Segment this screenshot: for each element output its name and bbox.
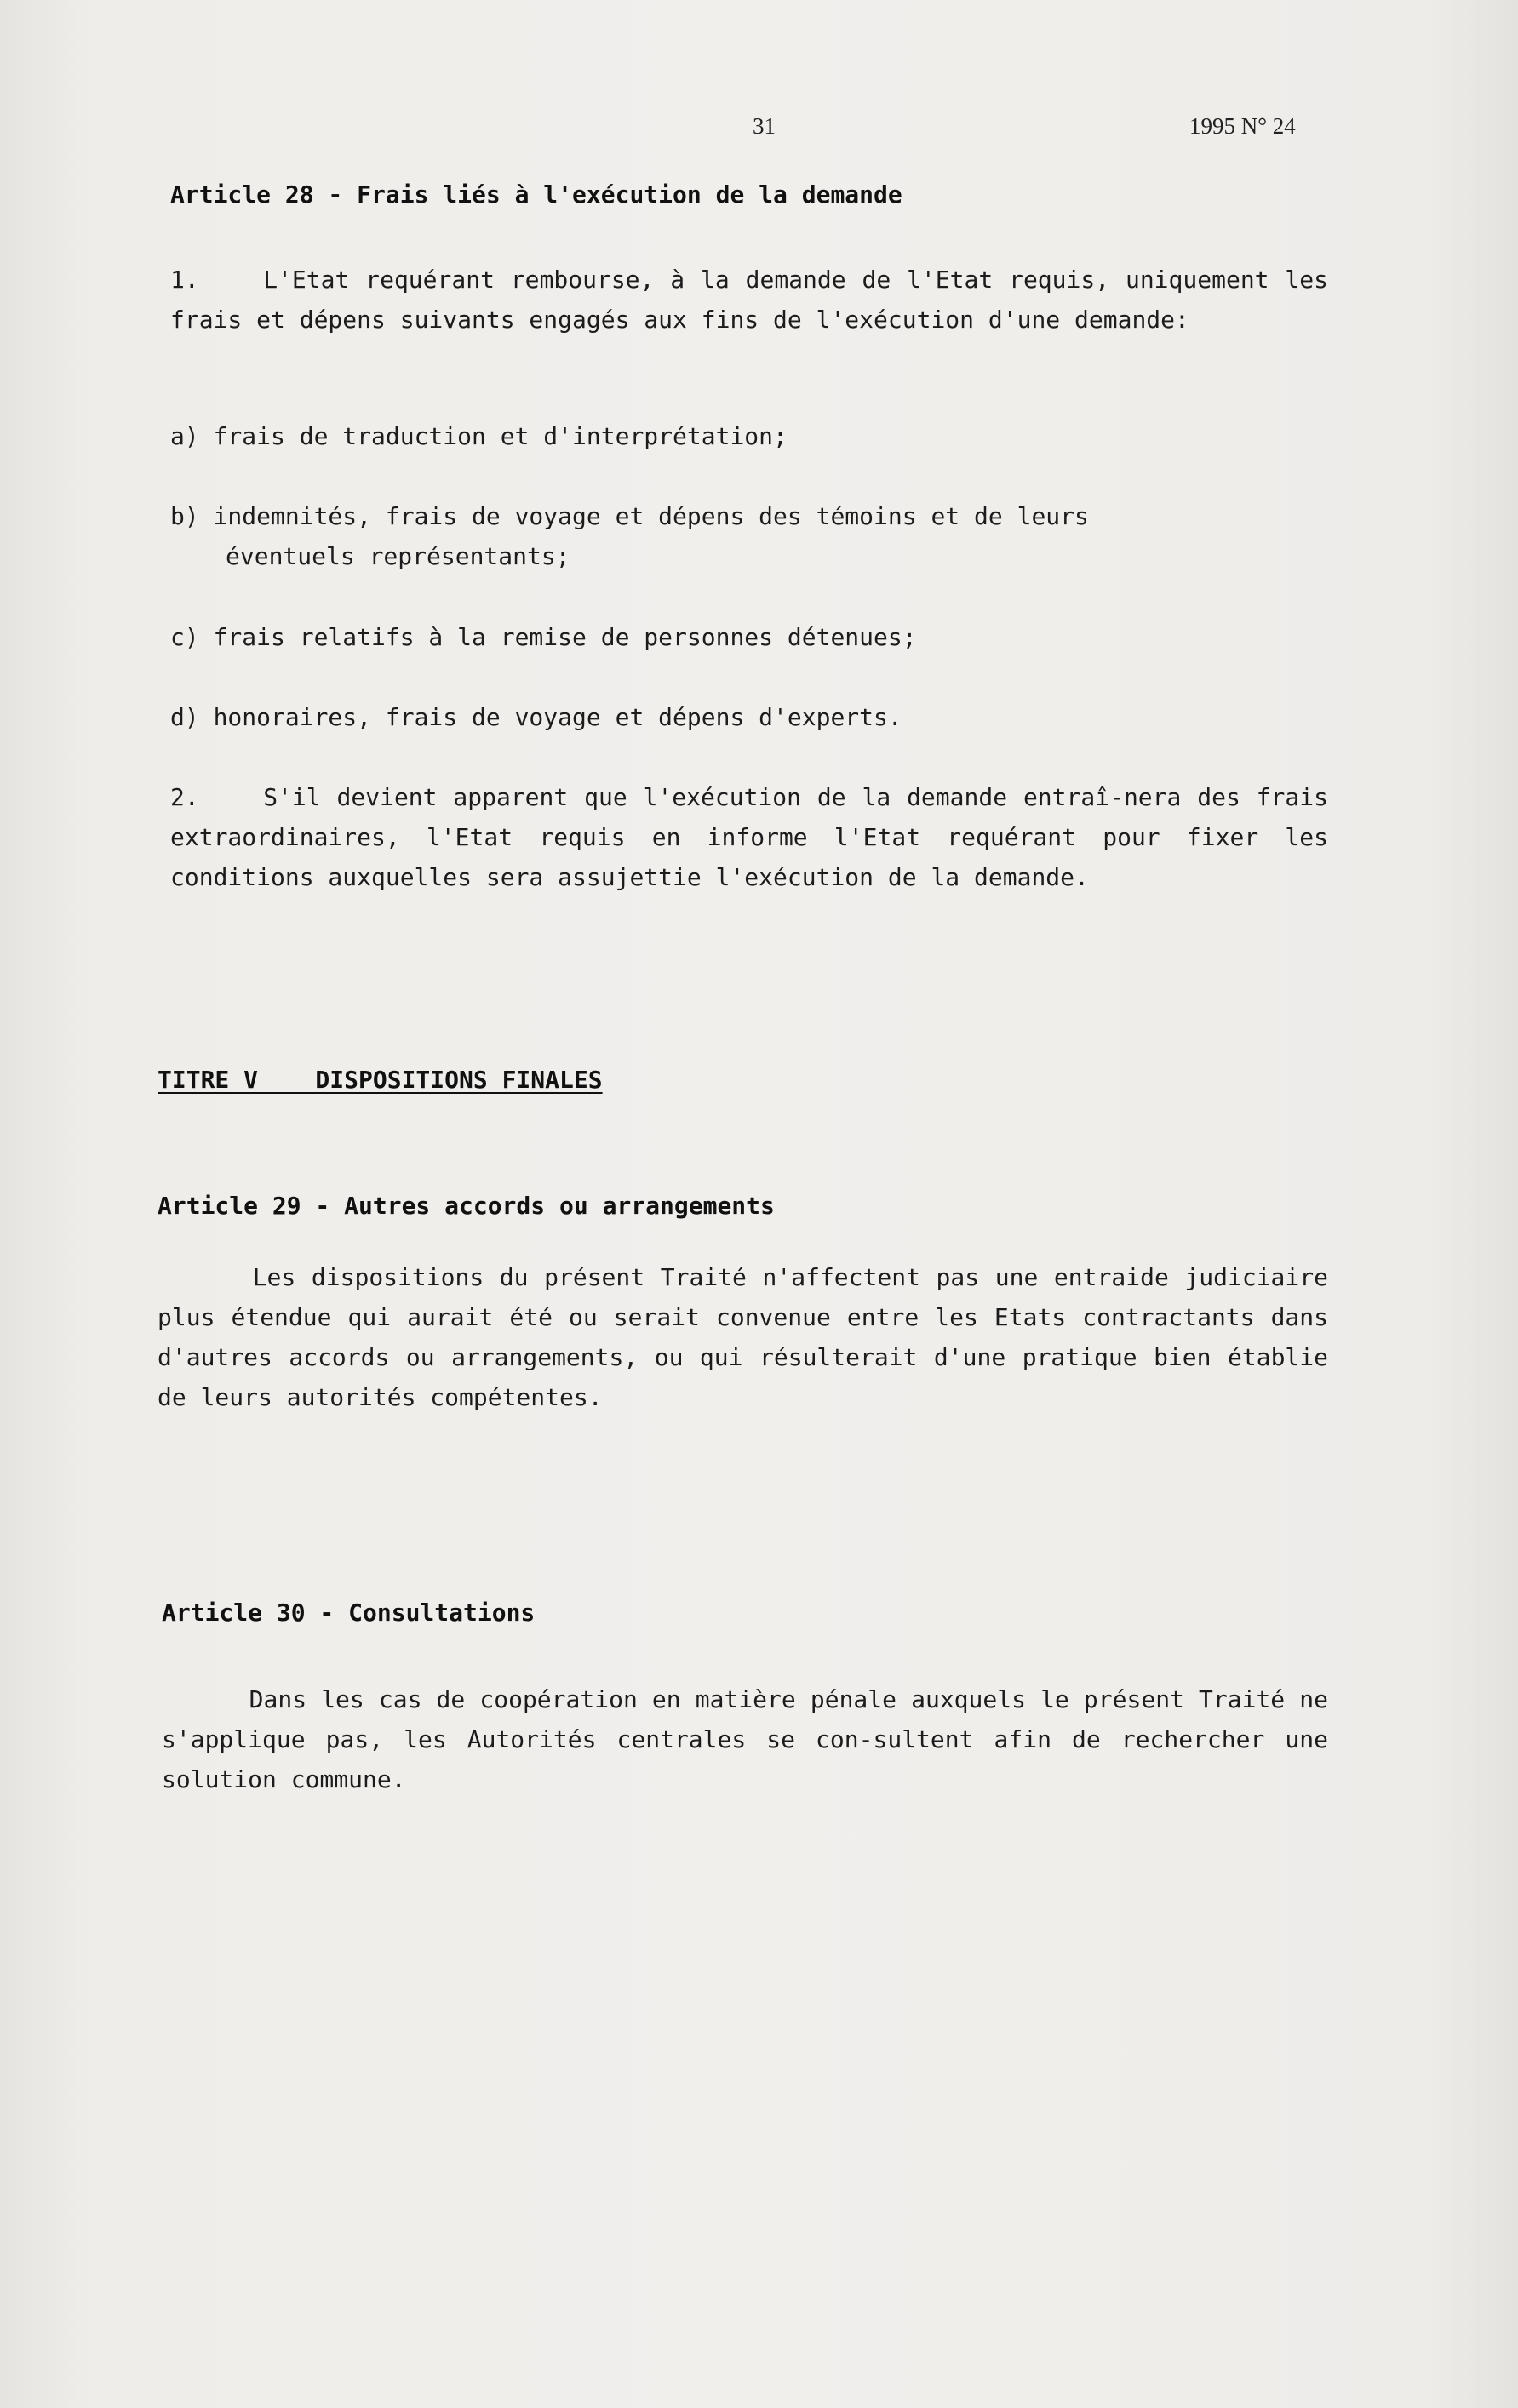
titre-v-heading: TITRE V DISPOSITIONS FINALES xyxy=(158,1066,603,1094)
article-28-item-a: a) frais de traduction et d'interprétation; xyxy=(170,422,788,450)
article-28-paragraph-2: 2. S'il devient apparent que l'exécution de la demande entraî-nera des frais extraordinaires, l'Etat requis en informe l'Etat requérant pour fixer les conditions auxquelles sera assujettie l'exécution de la demande. xyxy=(170,783,1343,891)
article-29-body: Les dispositions du présent Traité n'affectent pas une entraide judiciaire plus étendue qui aurait été ou serait convenue entre les Etats contractants dans d'autres accords ou arrangements, ou qui résulterait d'une pratique bien établie de leurs autorités compétentes. xyxy=(158,1263,1343,1411)
article-30-body: Dans les cas de coopération en matière pénale auxquels le présent Traité ne s'applique pas, les Autorités centrales se con-sultent afin de rechercher une solution commune. xyxy=(162,1685,1343,1793)
article-28-paragraph-1: 1. L'Etat requérant rembourse, à la demande de l'Etat requis, uniquement les frais et dépens suivants engagés aux fins de l'exécution d'une demande: xyxy=(170,266,1343,334)
article-28-heading: Article 28 - Frais liés à l'exécution de la demande xyxy=(170,180,902,209)
article-28-item-b-line-2: éventuels représentants; xyxy=(226,542,570,570)
article-28-item-b-line-1: b) indemnités, frais de voyage et dépens des témoins et de leurs xyxy=(170,502,1089,530)
article-28-item-d: d) honoraires, frais de voyage et dépens d'experts. xyxy=(170,703,902,731)
article-29-heading: Article 29 - Autres accords ou arrangements xyxy=(158,1192,775,1220)
article-28-item-c: c) frais relatifs à la remise de personnes détenues; xyxy=(170,623,917,651)
article-30-heading: Article 30 - Consultations xyxy=(162,1599,536,1627)
page-number: 31 xyxy=(753,113,776,139)
document-reference: 1995 N° 24 xyxy=(1189,113,1296,139)
